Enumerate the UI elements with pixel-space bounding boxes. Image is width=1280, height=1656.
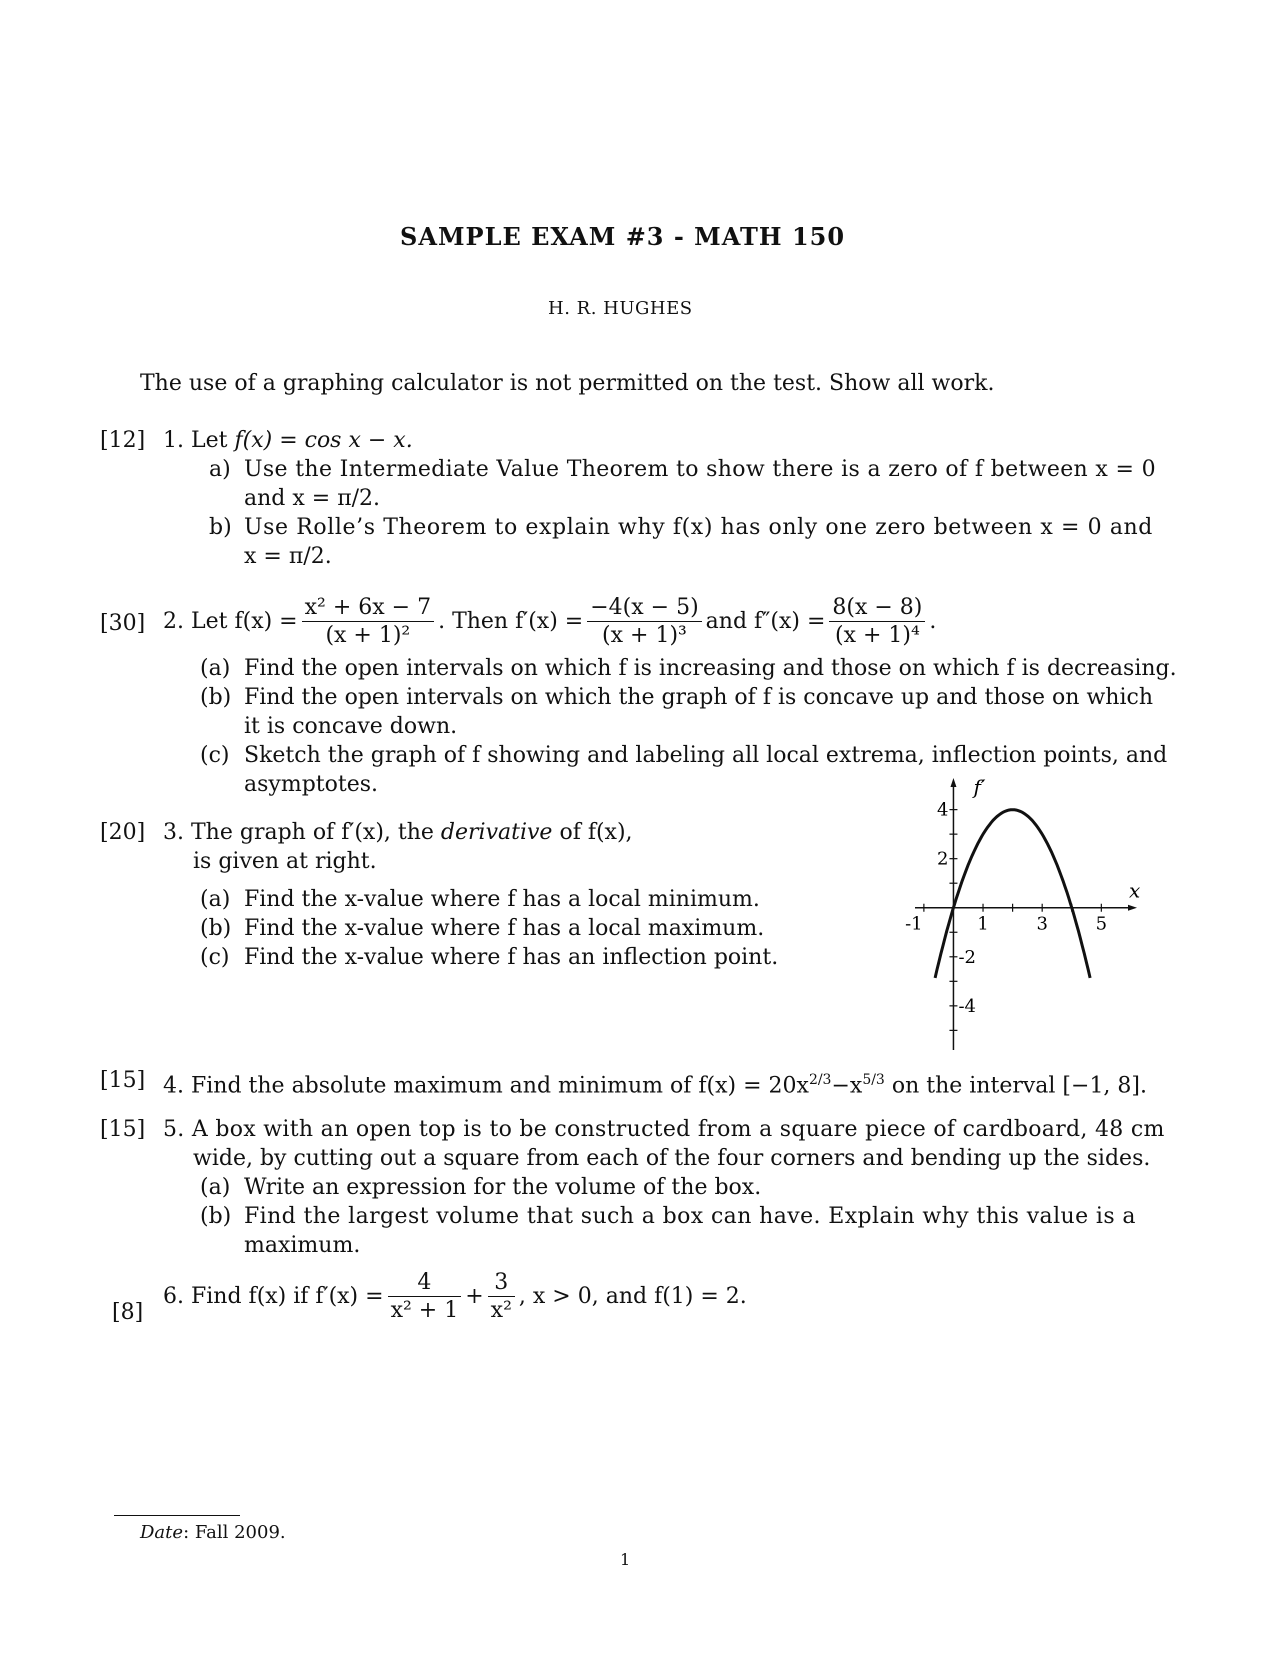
problem-1 bbox=[100, 426, 145, 455]
problem-3-stem-b: of f(x), bbox=[552, 820, 633, 845]
problem-2-then: . Then f′(x) = bbox=[438, 609, 584, 634]
term-1-numerator: 4 bbox=[388, 1269, 462, 1297]
fdoubleprime-numerator: 8(x − 8) bbox=[829, 594, 925, 622]
problem-2-part-a-label: (a) bbox=[200, 656, 231, 681]
x-tick-label: 5 bbox=[1095, 913, 1108, 935]
footnote-rule bbox=[114, 1515, 240, 1516]
problem-5-stem-line-1 bbox=[163, 1115, 1165, 1144]
problem-5-stem-line-2: wide, by cutting out a square from each of the four corners and bending up the sides. bbox=[193, 1146, 1151, 1171]
problem-6-plus: + bbox=[465, 1284, 484, 1309]
problem-3-points: [20] bbox=[100, 820, 146, 845]
problem-1-part-b-label: b) bbox=[209, 515, 232, 540]
problem-5-part-b-line-2: maximum. bbox=[244, 1233, 361, 1258]
fprime-denominator: (x + 1)³ bbox=[602, 623, 687, 648]
problem-2-stem bbox=[163, 594, 936, 649]
problem-2-part-b-label: (b) bbox=[200, 685, 232, 710]
x-tick-label: 1 bbox=[977, 913, 989, 935]
problem-1-part-b-line-1: Use Rolle’s Theorem to explain why f(x) has only one zero between x = 0 and bbox=[244, 515, 1153, 540]
problem-5-part-a-label: (a) bbox=[200, 1175, 231, 1200]
problem-3-part-c-label: (c) bbox=[200, 945, 230, 970]
problem-5-part-b-label: (b) bbox=[200, 1204, 232, 1229]
x-axis-arrow bbox=[1128, 905, 1137, 911]
problem-2-end: . bbox=[929, 609, 937, 634]
term-1-fraction bbox=[388, 1269, 462, 1324]
page-title: SAMPLE EXAM #3 - MATH 150 bbox=[400, 222, 846, 251]
f-fraction bbox=[302, 594, 434, 649]
problem-1-part-b-line-2: x = π/2. bbox=[244, 544, 332, 569]
problem-1-expr: f(x) = cos x − x. bbox=[234, 428, 413, 453]
problem-2-points: [30] bbox=[100, 611, 146, 636]
problem-4-tail: on the interval [−1, 8]. bbox=[884, 1073, 1147, 1099]
problem-6-points: [8] bbox=[112, 1300, 144, 1325]
y-tick-label: -4 bbox=[958, 995, 976, 1017]
footnote-date-label: Date bbox=[140, 1522, 184, 1543]
problem-6-number: 6. bbox=[163, 1284, 184, 1309]
term-2-numerator: 3 bbox=[488, 1269, 515, 1297]
y-tick-label: 4 bbox=[936, 799, 949, 821]
f-numerator: x² + 6x − 7 bbox=[302, 594, 434, 622]
problem-3-stem-a: The graph of f′(x), the bbox=[191, 820, 441, 845]
fprime-numerator: −4(x − 5) bbox=[587, 594, 701, 622]
problem-1-lead: Let bbox=[191, 428, 228, 453]
problem-2-part-b-line-1: Find the open intervals on which the graph of f is concave up and those on which bbox=[244, 685, 1153, 710]
problem-1-part-a-label: a) bbox=[209, 457, 231, 482]
y-axis-arrow bbox=[950, 778, 956, 787]
fprime-fraction bbox=[587, 594, 701, 649]
fdoubleprime-denominator: (x + 1)⁴ bbox=[834, 623, 920, 648]
problem-6-stem bbox=[163, 1269, 747, 1324]
problem-2-lead: Let f(x) = bbox=[191, 609, 298, 634]
problem-1-points: [12] bbox=[100, 428, 146, 453]
problem-4-exp-2: 5/3 bbox=[862, 1072, 885, 1088]
problem-3-stem-line-1 bbox=[163, 818, 633, 847]
problem-5-points: [15] bbox=[100, 1117, 146, 1142]
y-tick-label: 2 bbox=[936, 848, 949, 870]
problem-3-stem-emphasis: derivative bbox=[440, 820, 553, 845]
problem-6-tail: , x > 0, and f(1) = 2. bbox=[518, 1284, 747, 1309]
problem-1-part-a-line-2: and x = π/2. bbox=[244, 486, 381, 511]
term-2-denominator: x² bbox=[490, 1298, 512, 1323]
f-denominator: (x + 1)² bbox=[325, 623, 411, 648]
fdoubleprime-fraction bbox=[829, 594, 925, 649]
problem-4-minus: −x bbox=[831, 1073, 863, 1099]
problem-5-number: 5. bbox=[163, 1117, 185, 1142]
instructions: The use of a graphing calculator is not permitted on the test. Show all work. bbox=[140, 371, 995, 396]
problem-4-exp-1: 2/3 bbox=[808, 1072, 832, 1088]
problem-6-lead: Find f(x) if f′(x) = bbox=[191, 1284, 384, 1309]
problem-4-stem bbox=[163, 1066, 1147, 1100]
problem-3-part-b-label: (b) bbox=[200, 916, 232, 941]
problem-5-part-a-line-1: Write an expression for the volume of the box. bbox=[244, 1175, 762, 1200]
problem-3-number: 3. bbox=[163, 820, 184, 845]
footnote-date bbox=[140, 1522, 286, 1543]
x-tick-label: -1 bbox=[905, 913, 923, 935]
problem-3-part-a-line-1: Find the x-value where f has a local minimum. bbox=[244, 887, 760, 912]
problem-5-part-b-line-1: Find the largest volume that such a box can have. Explain why this value is a bbox=[244, 1204, 1136, 1229]
term-1-denominator: x² + 1 bbox=[390, 1298, 459, 1323]
problem-3-part-a-label: (a) bbox=[200, 887, 231, 912]
problem-4-text: Find the absolute maximum and minimum of f(x) = 20x bbox=[191, 1073, 809, 1099]
problem-5-stem-text: A box with an open top is to be constructed from a square piece of cardboard, 48 cm bbox=[191, 1117, 1165, 1142]
problem-1-stem bbox=[163, 426, 413, 455]
page-number: 1 bbox=[620, 1550, 631, 1569]
problem-2-number: 2. bbox=[163, 609, 184, 634]
problem-1-part-a-line-1: Use the Intermediate Value Theorem to show there is a zero of f between x = 0 bbox=[244, 457, 1156, 482]
problem-2-part-a-line-1: Find the open intervals on which f is increasing and those on which f is decreasing. bbox=[244, 656, 1177, 681]
problem-2-part-b-line-2: it is concave down. bbox=[244, 714, 458, 739]
problem-1-number: 1. bbox=[163, 428, 184, 453]
x-axis-label: x bbox=[1129, 878, 1141, 903]
problem-2-and: and f″(x) = bbox=[705, 609, 826, 634]
function-label: f′ bbox=[973, 775, 986, 799]
term-2-fraction bbox=[488, 1269, 515, 1324]
footnote-date-value: : Fall 2009. bbox=[183, 1522, 286, 1543]
problem-4-number: 4. bbox=[163, 1073, 184, 1099]
y-tick-label: -2 bbox=[958, 946, 976, 968]
problem-2-part-c-line-2: asymptotes. bbox=[244, 772, 379, 797]
problem-3-part-c-line-1: Find the x-value where f has an inflection point. bbox=[244, 945, 779, 970]
author: H. R. HUGHES bbox=[548, 298, 693, 319]
problem-2-part-c-label: (c) bbox=[200, 743, 230, 768]
problem-3-part-b-line-1: Find the x-value where f has a local maximum. bbox=[244, 916, 765, 941]
problem-4-points: [15] bbox=[100, 1068, 146, 1093]
x-tick-label: 3 bbox=[1036, 913, 1048, 935]
problem-3-stem-line-2: is given at right. bbox=[193, 849, 377, 874]
problem-2-part-c-line-1: Sketch the graph of f showing and labeling all local extrema, inflection points, and bbox=[244, 743, 1168, 768]
derivative-graph bbox=[905, 775, 1141, 1060]
